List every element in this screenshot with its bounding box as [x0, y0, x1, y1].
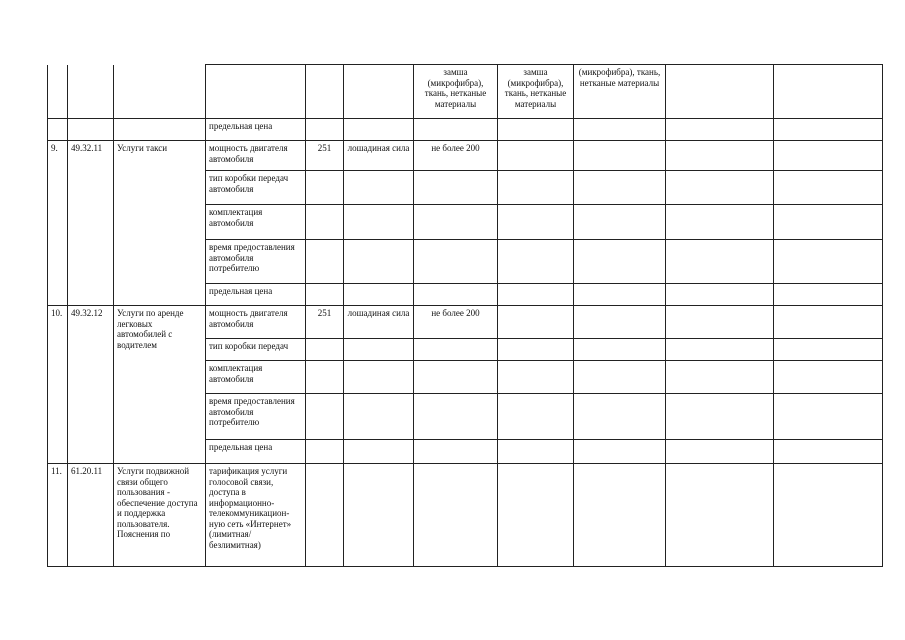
cell-characteristic: комплектация автомобиля [206, 205, 306, 240]
cell-okei: 251 [306, 141, 344, 171]
table-row [48, 119, 883, 141]
table-row [48, 464, 883, 567]
cell-value: не более 200 [414, 306, 498, 339]
cell-material-2: замша (микрофибра), ткань, нетканые материалы [498, 65, 574, 119]
cell-characteristic: предельная цена [206, 284, 306, 306]
cell-characteristic: тип коробки передач автомобиля [206, 171, 306, 205]
cell-characteristic: тип коробки передач [206, 339, 306, 361]
cell-characteristic: мощность двигателя автомобиля [206, 141, 306, 171]
cell-material-1: замша (микрофибра), ткань, нетканые материалы [414, 65, 498, 119]
cell-okei: 251 [306, 306, 344, 339]
cell-material-3: (микрофибра), ткань, нетканые материалы [574, 65, 666, 119]
cell-code: 49.32.11 [68, 141, 114, 306]
cell-name: Услуги такси [114, 141, 206, 306]
cell-characteristic: комплектация автомобиля [206, 361, 306, 394]
requirements-table [47, 64, 883, 567]
cell-code: 61.20.11 [68, 464, 114, 567]
cell-number: 9. [48, 141, 68, 306]
cell-characteristic: предельная цена [206, 119, 306, 141]
cell-characteristic: тарификация услуги голосовой связи, доступа в информационно-телекоммуникацион-ную сеть «Интернет» (лимитная/ безлимитная) [206, 464, 306, 567]
table-row [48, 65, 883, 119]
cell-characteristic: предельная цена [206, 440, 306, 464]
cell-characteristic: время предоставления автомобиля потребителю [206, 394, 306, 440]
cell-code: 49.32.12 [68, 306, 114, 464]
cell-characteristic: мощность двигателя автомобиля [206, 306, 306, 339]
cell-value: не более 200 [414, 141, 498, 171]
cell-unit: лошадиная сила [344, 141, 414, 171]
cell-name: Услуги подвижной связи общего пользования - обеспечение доступа и поддержка пользователя. Пояснения по [114, 464, 206, 567]
cell-characteristic: время предоставления автомобиля потребителю [206, 240, 306, 284]
cell-number: 10. [48, 306, 68, 464]
cell-name: Услуги по аренде легковых автомобилей с водителем [114, 306, 206, 464]
table-row [48, 141, 883, 171]
cell-unit: лошадиная сила [344, 306, 414, 339]
cell-number: 11. [48, 464, 68, 567]
table-row [48, 306, 883, 339]
